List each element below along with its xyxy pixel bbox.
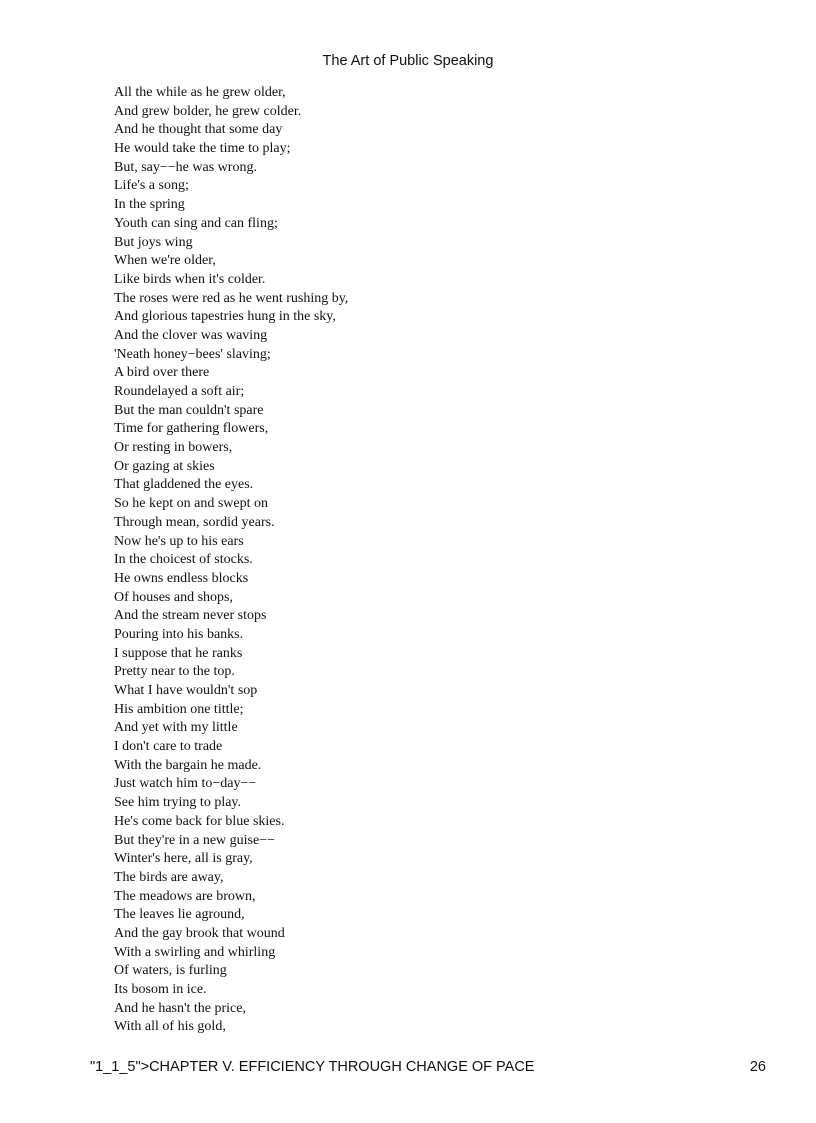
poem-line: In the spring (114, 197, 185, 213)
poem-line: Life's a song; (114, 178, 189, 194)
poem-line: And the clover was waving (114, 327, 268, 343)
poem-line: And grew bolder, he grew colder. (114, 103, 302, 119)
poem-line: He would take the time to play; (114, 141, 291, 157)
poem-line: But the man couldn't spare (114, 402, 264, 418)
poem-line: What I have wouldn't sop (114, 683, 258, 698)
poem-line: Now he's up to his ears (114, 533, 244, 549)
poem-line: But, say−−he was wrong. (114, 159, 257, 175)
poem-line: Pouring into his banks. (114, 626, 244, 642)
poem-line: Of waters, is furling (114, 963, 227, 979)
poem-line: The meadows are brown, (114, 888, 256, 904)
poem-line: I don't care to trade (114, 739, 223, 755)
poem-line: Of houses and shops, (114, 589, 233, 605)
poem-line: Roundelayed a soft air; (114, 384, 245, 399)
poem-line: I suppose that he ranks (114, 645, 243, 661)
poem-line: Or gazing at skies (114, 458, 215, 474)
poem-line: Just watch him to−day−− (114, 776, 257, 792)
poem-line: A bird over there (114, 365, 210, 381)
poem-line: Time for gathering flowers, (114, 421, 269, 437)
poem-line: With the bargain he made. (114, 757, 262, 773)
poem-line: 'Neath honey−bees' slaving; (114, 346, 271, 362)
poem-line: So he kept on and swept on (114, 496, 268, 512)
poem-line: He owns endless blocks (114, 570, 249, 586)
poem-line: Pretty near to the top. (114, 664, 235, 680)
poem-line: And the gay brook that wound (114, 925, 285, 941)
poem-line: And the stream never stops (114, 608, 267, 624)
poem-line: Youth can sing and can fling; (114, 215, 278, 231)
page-number: 26 (749, 1059, 766, 1075)
poem-line: In the choicest of stocks. (114, 552, 253, 568)
poem-line: With a swirling and whirling (114, 944, 276, 960)
poem-line: When we're older, (114, 253, 216, 269)
poem-line: Like birds when it's colder. (114, 271, 266, 287)
poem-line: The leaves lie aground, (114, 907, 245, 923)
poem-line: Or resting in bowers, (114, 440, 233, 456)
poem-line: Its bosom in ice. (114, 982, 207, 997)
poem-line: But they're in a new guise−− (114, 832, 275, 848)
poem-line: With all of his gold, (114, 1019, 226, 1035)
poem-line: And he hasn't the price, (114, 1000, 246, 1016)
poem-line: The roses were red as he went rushing by, (114, 290, 349, 306)
poem-line: But joys wing (114, 234, 193, 250)
poem-line: And glorious tapestries hung in the sky, (114, 309, 336, 325)
poem-body (114, 84, 734, 1037)
poem-line: He's come back for blue skies. (114, 813, 285, 829)
poem-line: Winter's here, all is gray, (114, 851, 253, 867)
running-footer (90, 1058, 766, 1076)
poem-line: And yet with my little (114, 720, 238, 736)
running-header-title: The Art of Public Speaking (322, 53, 494, 69)
poem-line: All the while as he grew older, (114, 85, 286, 100)
poem-line: And he thought that some day (114, 122, 283, 138)
poem-line: The birds are away, (114, 869, 224, 885)
poem-line: That gladdened the eyes. (114, 477, 254, 493)
poem-line: His ambition one tittle; (114, 701, 244, 717)
poem-line: See him trying to play. (114, 795, 242, 811)
poem-line: Through mean, sordid years. (114, 514, 275, 530)
footer-chapter-title: "1_1_5">CHAPTER V. EFFICIENCY THROUGH CHANGE OF PACE (90, 1059, 535, 1075)
